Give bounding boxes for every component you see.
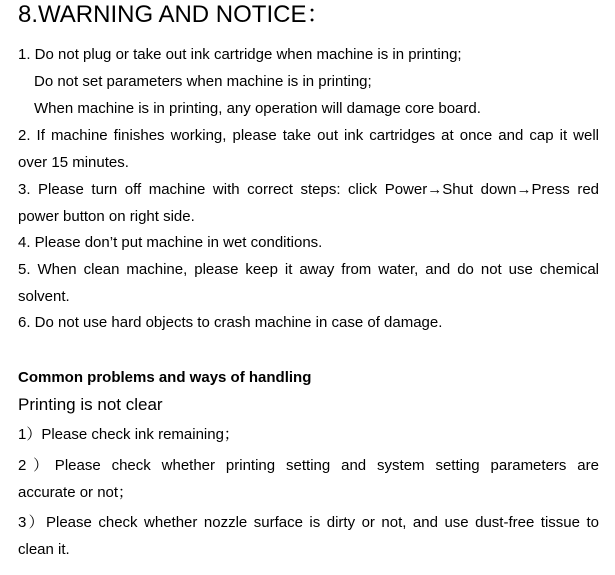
notice-item-3-line-2: power button on right side. (18, 208, 195, 225)
notice-item-2-line-2: over 15 minutes. (18, 154, 129, 171)
notice-item-5-line-1: 5. When clean machine, please keep it away from water, and do not use chemical (18, 261, 599, 278)
notice-item-4: 4. Please don’t put machine in wet conditions. (18, 234, 323, 251)
notice-item-5-line-2: solvent. (18, 288, 70, 305)
solution-step-2-line-2: accurate or not； (18, 484, 134, 501)
solution-step-3-line-2: clean it. (18, 541, 70, 558)
solution-step-2-line-1: 2）Please check whether printing setting and system setting parameters are (18, 457, 599, 474)
problem-title: Printing is not clear (18, 395, 163, 414)
notice-item-1-line-3: When machine is in printing, any operation will damage core board. (34, 100, 481, 117)
notice-item-6: 6. Do not use hard objects to crash machine in case of damage. (18, 314, 443, 331)
notice-item-1-line-2: Do not set parameters when machine is in printing; (34, 73, 372, 90)
problems-heading: Common problems and ways of handling (18, 369, 312, 386)
solution-step-1: 1）Please check ink remaining； (18, 426, 239, 443)
notice-item-3-line-1: 3. Please turn off machine with correct steps: click Power→Shut down→Press red (18, 181, 599, 198)
notice-item-1-line-1: 1. Do not plug or take out ink cartridge when machine is in printing; (18, 46, 462, 63)
notice-item-2-line-1: 2. If machine finishes working, please take out ink cartridges at once and cap it well (18, 127, 599, 144)
section-title: 8.WARNING AND NOTICE： (18, 1, 331, 28)
solution-step-3-line-1: 3）Please check whether nozzle surface is dirty or not, and use dust-free tissue to (18, 514, 599, 531)
